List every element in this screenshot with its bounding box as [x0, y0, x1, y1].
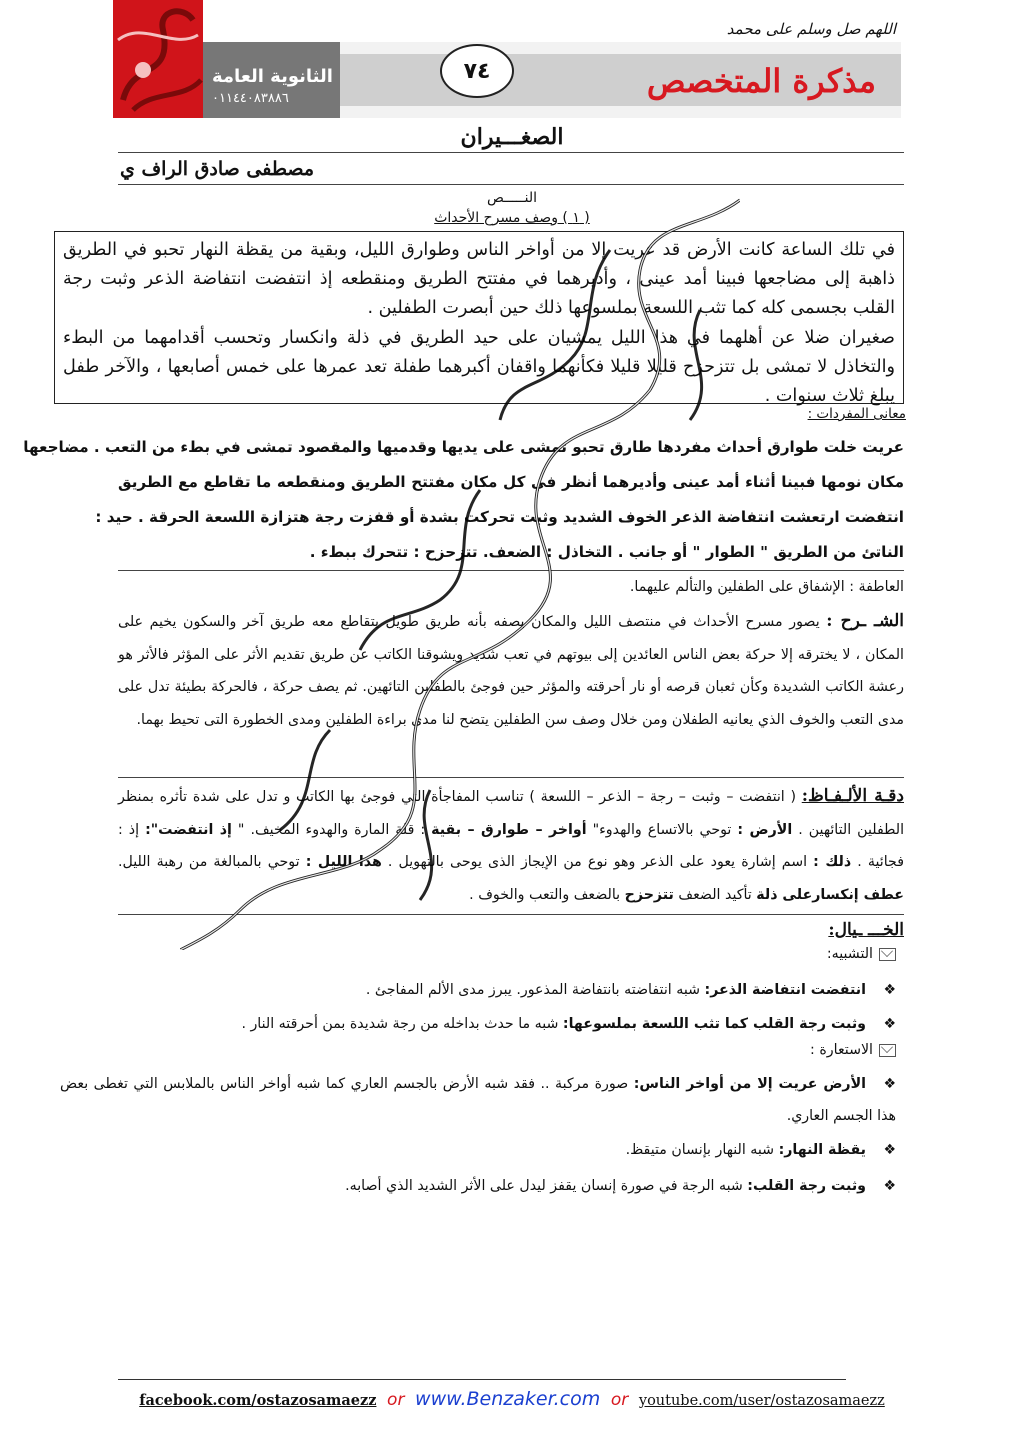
emotion-text: الإشفاق على الطفلين والتألم عليهما.: [629, 579, 845, 595]
envelope-icon: [879, 948, 896, 961]
precision-atf-label: عطف إنكسارعلى ذلة: [756, 886, 904, 903]
metaphor-item: [60, 1170, 896, 1202]
text-box: [54, 231, 904, 407]
simile-item: [60, 974, 896, 1006]
divider: [118, 777, 904, 778]
phone-number: ٠١١٤٤٠٨٣٨٨٦: [212, 91, 289, 106]
youtube-link[interactable]: youtube.com/user/ostazosamaezz: [638, 1393, 885, 1409]
precision-awakher-label: أواخر – طوارق – بقية: [431, 821, 587, 838]
footer-divider: [118, 1379, 846, 1380]
precision-ard-label: الأرض :: [737, 821, 793, 838]
precision-intafadat-label: إذ انتفضت":: [145, 821, 232, 838]
explanation-label: الشـ ـرح :: [826, 611, 905, 631]
precision-tazahzah-label: تتزحزح: [624, 886, 674, 903]
divider: [118, 914, 904, 915]
metaphor-head: يقظة النهار:: [778, 1142, 866, 1158]
diamond-bullet-icon: ❖: [883, 1142, 896, 1158]
simile-label: التشبيه:: [826, 946, 873, 962]
website-link[interactable]: www.Benzaker.com: [415, 1388, 601, 1410]
metaphor-head: وثبت رجة القلب:: [747, 1178, 866, 1194]
metaphor-text: صورة مركبة .. فقد شبه الأرض بالجسم العاري كما شبه أواخر الناس بالملابس التي تغطى بعض هذا الجسم العاري.: [60, 1076, 896, 1124]
section-label: النـــــص: [486, 190, 538, 206]
metaphor-text: شبه الرجة في صورة إنسان يقفز ليدل على الأثر الشديد الذي أصابه.: [345, 1178, 743, 1194]
precision-dhalik-label: ذلك :: [813, 854, 852, 870]
author-name: مصطفى صادق الراف ي: [120, 158, 315, 180]
metaphor-item: [60, 1068, 896, 1132]
precision-intro: ( انتفضت – وثبت – رجة – الذعر – اللسعة ) تناسب المفاجأة التي فوجئ بها الكاتب و تدل على شدة تأثره بمنظر الطفلين التائهين .: [118, 789, 905, 838]
or-separator: or: [387, 1390, 405, 1410]
diamond-bullet-icon: ❖: [883, 1076, 897, 1092]
precision-intafadat-text: إذ : فجائية .: [118, 821, 904, 870]
precision-awakher-text: : قلة المارة والهدوء المخيف. ": [237, 821, 426, 838]
metaphor-head: الأرض عريت إلا من أواخر الناس:: [633, 1076, 867, 1092]
facebook-link[interactable]: facebook.com/ostazosamaezz: [139, 1392, 377, 1409]
footer: [0, 1388, 1024, 1410]
simile-text: شبه انتفاضته بانتفاضة المذعور. يبرز مدى الألم المفاجئ .: [365, 982, 700, 998]
explanation-paragraph: [118, 605, 904, 736]
or-separator: or: [610, 1390, 629, 1410]
prayer-text: اللهم صل وسلم على محمد: [726, 20, 896, 38]
imagery-title: الخـــ ـيال:: [828, 920, 904, 940]
precision-atf-text: تأكيد الضعف: [678, 886, 752, 903]
precision-hadha-text: توحي بالمبالغة من رهبة الليل.: [118, 854, 300, 870]
precision-ard-text: توحي بالاتساع والهدوء": [592, 821, 732, 838]
vocab-line: عريت خلت طوارق أحداث مفردها طارق تحبو تمشى على يديها وقدميها والمقصود تمشى في بطء من التعب . مضاجعها: [23, 438, 904, 456]
vocab-line: انتفضت ارتعشت انتفاضة الذعر الخوف الشديد وثبت تحركت بشدة أو قفزت رجة هتزازة اللسعة الحرقة . حيد :: [95, 508, 904, 526]
simile-head: وثبت رجة القلب كما تثب اللسعة بملسوعها:: [562, 1016, 866, 1032]
school-label: الثانوية العامة: [212, 66, 333, 87]
diamond-bullet-icon: ❖: [883, 1178, 896, 1194]
text-paragraph-1: في تلك الساعة كانت الأرض قد عريت إلا من أواخر الناس وطوارق الليل، وبقية من يقظة النهار تحبو في الطريق ذاهبة إلى مضاجعها فبينا أمد عينى ، وأديرهما في مفتتح الطريق ومنقطعه إذ انتفضت انتفاضة الذعر وثبت رجة القلب بجسمى كله كما تثب اللسعة بملسوعها ذلك حين أبصرت الطفلين .: [63, 240, 895, 319]
subtitle-text: ( ١ ) وصف مسرح الأحداث: [434, 210, 590, 226]
precision-dhalik-text: اسم إشارة يعود على الذعر وهو نوع من الإيجاز الذى يوحى بالتهويل .: [387, 854, 808, 870]
precision-tazahzah-text: بالضعف والتعب والخوف .: [469, 886, 621, 903]
simile-heading: [827, 946, 896, 962]
vocab-line: الناتئ من الطريق " الطوار " أو جانب . التخاذل : الضعف. تتزحزح : تتحرك ببطء .: [309, 543, 904, 561]
emotion-line: [118, 571, 904, 604]
explanation-text: يصور مسرح الأحداث في منتصف الليل والمكان يصفه بأنه طريق طويل يتقاطع معه طريق آخر والسكون يخيم على المكان ، لا يخترقه إلا حركة بعض الناس العائدين إلى بيوتهم في تعب شديد ويشوقنا الكاتب عن طريق تقديم الأثر على المؤثر فالأثر هو رعشة الكاتب الشديدة وكأن ثعبان قرصه أو نار أحرقته والمؤثر حين فوجئ بالطفلين التائهين. ثم يصف حركة ، فالحركة بطيئة تدل على مدى التعب والخوف الذي يعانيه الطفلان ومن خلال وصف سن الطفلين يتضح لنا مدى براءة الطفلين ومدى الخطورة التى تحيط بهما.: [118, 614, 904, 728]
simile-item: [60, 1008, 896, 1040]
diamond-bullet-icon: ❖: [883, 982, 896, 998]
simile-head: انتفضت انتفاضة الذعر:: [704, 982, 866, 998]
precision-hadha-label: هذا الليل :: [305, 854, 382, 870]
vocab-block: [23, 430, 904, 570]
vocab-label: معانى المفردات :: [807, 406, 906, 422]
lesson-title: الصغـــيران: [460, 124, 564, 150]
divider: [118, 184, 904, 185]
text-paragraph-2: صغيران ضلا عن أهلهما في هذا الليل يمشيان على حيد الطريق في ذلة وانكسار وتحسب أقدامهما من البطء والتخاذل لا تمشى بل تتزحزح قليلا قليلا فكأنهما واقفان أكبرهما طفلة تعد عمرها على خمس أصابعها ، والآخر طفل يبلغ ثلاث سنوات .: [63, 327, 895, 407]
metaphor-heading: [810, 1042, 896, 1058]
vocab-line: مكان نومها فبينا أثناء أمد عينى وأديرهما أنظر في كل مكان مفتتح الطريق ومنقطعه ما تقاطع مع الطريق: [118, 473, 904, 491]
precision-label: دقـة الألـفـاظ:: [801, 786, 904, 806]
emotion-label: العاطفة :: [849, 579, 904, 595]
banner-title: مذكرة المتخصص: [646, 62, 876, 100]
logo-calligraphy-icon: [113, 0, 203, 118]
page-number: ٧٤: [440, 44, 514, 98]
simile-text: شبه ما حدث بداخله من رجة شديدة بمن أحرقته النار .: [241, 1016, 559, 1032]
precision-paragraph: [118, 780, 904, 911]
metaphor-text: شبه النهار بإنسان متيقظ.: [625, 1142, 775, 1158]
subtitle: [0, 210, 1024, 226]
diamond-bullet-icon: ❖: [883, 1016, 896, 1032]
divider: [118, 152, 904, 153]
metaphor-label: الاستعارة :: [810, 1042, 873, 1058]
envelope-icon: [879, 1044, 896, 1057]
metaphor-item: [60, 1134, 896, 1166]
